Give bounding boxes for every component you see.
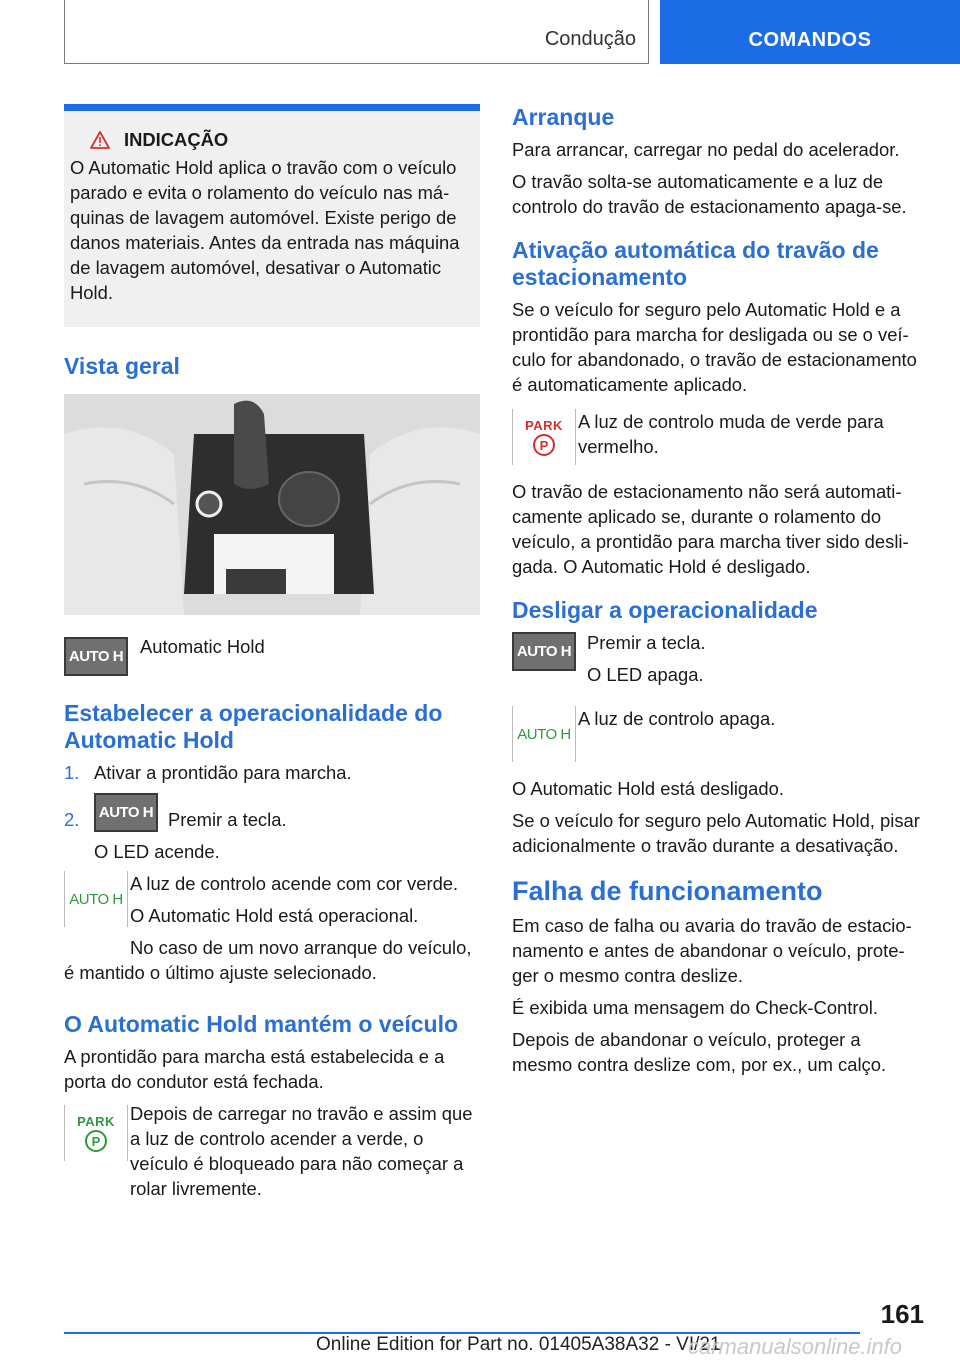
overview-heading: Vista geral bbox=[64, 353, 180, 379]
auto-h-button[interactable]: AUTO H bbox=[94, 793, 158, 832]
disable-heading: Desligar a operacionalidade bbox=[512, 597, 818, 623]
led-off-text: O LED apaga. bbox=[587, 664, 704, 685]
header-section-title: Condução bbox=[544, 28, 636, 50]
disable-press-text: Premir a tecla. bbox=[587, 632, 706, 653]
note-body: O Automatic Hold aplica o travão com o veículo parado e evita o rolamento do veículo nas máquinas de lavagem automóvel. Existe perigo de danos materiais. Antes da entrada nas máquina de lavagem automóvel, desativar o Automatic Hold. bbox=[70, 157, 460, 303]
led-on-text: O LED acende. bbox=[94, 841, 220, 862]
overview-caption-row bbox=[64, 637, 480, 676]
green-light-row bbox=[64, 871, 480, 935]
auto-h-green-indicator-icon: AUTO H bbox=[64, 871, 128, 927]
disable-p: Se o veículo for seguro pelo Automatic Hold, pisar adicionalmente o travão durante a desativação. bbox=[512, 810, 920, 856]
start-p1: Para arrancar, carregar no pedal do acelerador. bbox=[512, 139, 900, 160]
park-red-indicator-icon: PARK P bbox=[512, 409, 576, 465]
left-column bbox=[64, 104, 480, 1201]
console-illustration bbox=[64, 394, 480, 615]
malfunction-p3: Depois de abandonar o veículo, proteger a mesmo contra deslize com, por ex., um calço. bbox=[512, 1029, 887, 1075]
auto-h-button[interactable]: AUTO H bbox=[512, 632, 576, 671]
warning-icon bbox=[90, 131, 110, 149]
holds-intro: A prontidão para marcha está estabelecida e a porta do condutor está fechada. bbox=[64, 1046, 445, 1092]
step-2: 2. AUTO H Premir a tecla. bbox=[64, 793, 480, 832]
establish-heading: Estabelecer a operacionalidade do Automatic Hold bbox=[64, 700, 443, 753]
header-chapter-box bbox=[660, 0, 960, 64]
start-p2: O travão solta-se automaticamente e a luz de controlo do travão de estacionamento apaga-se. bbox=[512, 171, 907, 217]
start-heading: Arranque bbox=[512, 104, 615, 130]
holds-after-text: Depois de carregar no travão e assim que a luz de controlo acender a verde, o veículo é bloqueado para não começar a rolar livremente. bbox=[130, 1103, 473, 1199]
restart-text: No caso de um novo arranque do veículo, é mantido o último ajuste selecionado. bbox=[64, 937, 472, 983]
auto-park-heading: Ativação automática do travão de estacionamento bbox=[512, 237, 879, 290]
watermark-text: carmanualsonline.info bbox=[688, 1334, 903, 1359]
right-column bbox=[512, 104, 922, 1084]
red-light-text: A luz de controlo muda de verde para vermelho. bbox=[578, 411, 884, 457]
auto-park-p2: O travão de estacionamento não será automaticamente aplicado se, durante o rolamento do veículo, a prontidão para marcha tiver sido desligada. O Automatic Hold é desligado. bbox=[512, 481, 909, 577]
operational-text: O Automatic Hold está operacional. bbox=[130, 905, 419, 926]
malfunction-p1: Em caso de falha ou avaria do travão de estacionamento e antes de abandonar o veículo, proteger o mesmo contra deslize. bbox=[512, 915, 912, 986]
park-green-indicator-icon: PARK P bbox=[64, 1105, 128, 1161]
note-title-text: INDICAÇÃO bbox=[124, 129, 229, 150]
disable-press-row bbox=[512, 630, 922, 694]
park-green-row bbox=[64, 1101, 480, 1201]
holds-heading: O Automatic Hold mantém o veículo bbox=[64, 1011, 459, 1037]
malfunction-heading: Falha de funcionamento bbox=[512, 876, 823, 906]
auto-h-green-indicator-icon: AUTO H bbox=[512, 706, 576, 762]
footer-edition: Online Edition for Part no. 01405A38A32 - VI/21 bbox=[316, 1334, 721, 1355]
auto-park-p1: Se o veículo for seguro pelo Automatic Hold e a prontidão para marcha for desligada ou se o veículo for abandonado, o travão de estacionamento é automaticamente aplicado. bbox=[512, 299, 917, 395]
park-red-row bbox=[512, 409, 922, 465]
disabled-text: O Automatic Hold está desligado. bbox=[512, 778, 784, 799]
auto-h-button[interactable]: AUTO H bbox=[64, 637, 128, 676]
page-number: 161 bbox=[880, 1299, 924, 1329]
overview-caption: Automatic Hold bbox=[140, 636, 265, 657]
note-box bbox=[64, 104, 480, 327]
console-photo bbox=[64, 394, 480, 615]
green-light-text: A luz de controlo acende com cor verde. bbox=[130, 873, 459, 894]
light-off-row bbox=[512, 706, 922, 762]
establish-steps bbox=[64, 760, 480, 832]
light-off-text: A luz de controlo apaga. bbox=[578, 708, 776, 729]
header-section-box bbox=[64, 0, 649, 64]
malfunction-p2: É exibida uma mensagem do Check-Control. bbox=[512, 997, 878, 1018]
step-1: 1. Ativar a prontidão para marcha. bbox=[64, 762, 352, 783]
header-chapter-title: COMANDOS bbox=[748, 29, 872, 51]
note-title bbox=[70, 129, 474, 151]
